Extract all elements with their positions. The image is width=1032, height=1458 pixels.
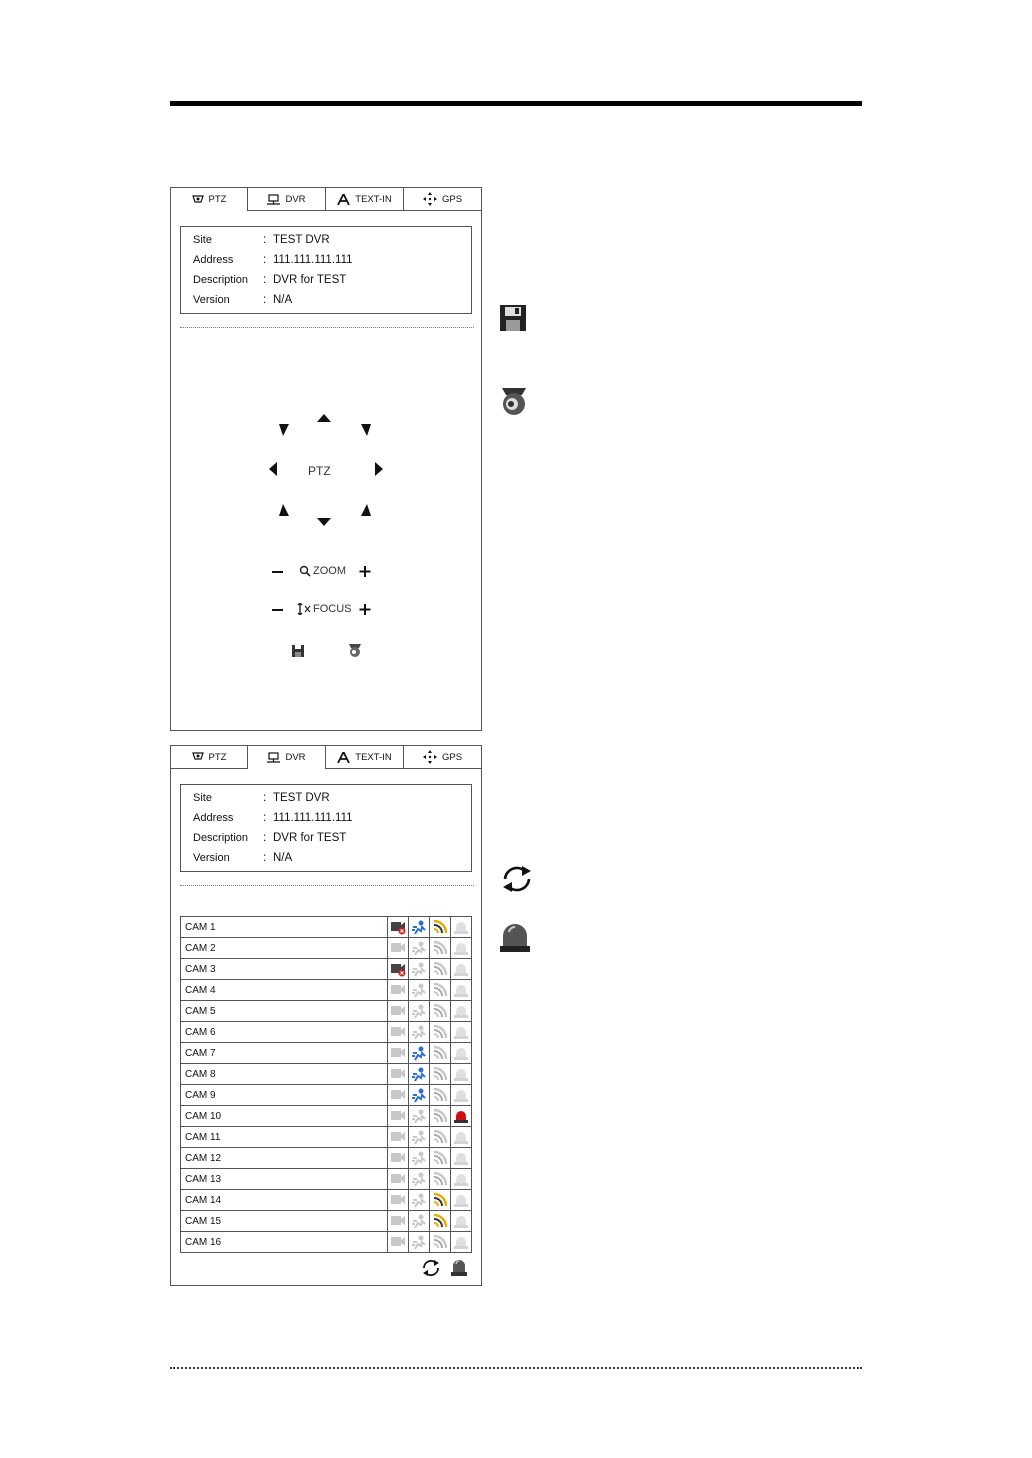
record-status <box>388 1106 409 1127</box>
camera-name: CAM 4 <box>181 980 388 1001</box>
text-in-icon <box>337 752 350 763</box>
camera-row[interactable] <box>181 1106 472 1127</box>
record-camera-icon <box>390 1171 406 1187</box>
alarm-status <box>451 1169 472 1190</box>
camera-name: CAM 5 <box>181 1001 388 1022</box>
sensor-icon <box>432 1045 448 1061</box>
tab-label: PTZ <box>208 194 227 205</box>
record-status <box>388 917 409 938</box>
camera-name: CAM 11 <box>181 1127 388 1148</box>
sensor-icon <box>432 1213 448 1229</box>
sensor-status <box>430 1127 451 1148</box>
save-preset-icon[interactable] <box>292 645 304 657</box>
tab-ptz[interactable] <box>171 746 248 768</box>
record-camera-icon <box>390 1045 406 1061</box>
camera-name: CAM 10 <box>181 1106 388 1127</box>
record-status <box>388 1232 409 1253</box>
tab-label: DVR <box>285 193 306 205</box>
camera-name: CAM 8 <box>181 1064 388 1085</box>
alarm-icon <box>453 1234 469 1250</box>
tab-label: PTZ <box>208 751 227 763</box>
version-value: N/A <box>273 294 293 306</box>
camera-row[interactable] <box>181 938 472 959</box>
motion-detect-icon <box>411 919 427 935</box>
camera-row[interactable] <box>181 1148 472 1169</box>
focus-control <box>297 603 352 615</box>
ptz-control-pad <box>171 188 481 728</box>
record-camera-icon <box>390 961 406 977</box>
alarm-icon <box>453 1129 469 1145</box>
record-camera-icon <box>390 1024 406 1040</box>
motion-status <box>409 1001 430 1022</box>
alarm-status <box>451 1106 472 1127</box>
focus-far-button[interactable] <box>360 604 371 615</box>
gps-crosshair-icon <box>423 750 437 764</box>
pan-left-button[interactable] <box>269 462 277 476</box>
sensor-icon <box>432 1150 448 1166</box>
sensor-status <box>430 1064 451 1085</box>
record-camera-icon <box>390 1150 406 1166</box>
record-status <box>388 1064 409 1085</box>
record-status <box>388 1001 409 1022</box>
record-status <box>388 938 409 959</box>
motion-status <box>409 938 430 959</box>
motion-status <box>409 980 430 1001</box>
sensor-icon <box>432 919 448 935</box>
focus-label: FOCUS <box>313 603 352 615</box>
motion-status <box>409 1043 430 1064</box>
motion-detect-icon <box>411 940 427 956</box>
motion-detect-icon <box>411 1087 427 1103</box>
alarm-status <box>451 1064 472 1085</box>
motion-status <box>409 917 430 938</box>
motion-detect-icon <box>411 982 427 998</box>
alarm-status <box>451 1022 472 1043</box>
record-status <box>388 980 409 1001</box>
site-value: TEST DVR <box>273 234 330 246</box>
alarm-icon <box>453 982 469 998</box>
sensor-icon <box>432 1066 448 1082</box>
record-status <box>388 1043 409 1064</box>
camera-name: CAM 14 <box>181 1190 388 1211</box>
record-camera-icon <box>390 982 406 998</box>
camera-row[interactable] <box>181 1211 472 1232</box>
sensor-status <box>430 959 451 980</box>
alarm-status <box>451 1232 472 1253</box>
sensor-icon <box>432 1024 448 1040</box>
address-row: Address : 111.111.111.111 <box>193 812 353 828</box>
save-preset-icon <box>500 305 526 331</box>
sensor-status <box>430 1190 451 1211</box>
alarm-status <box>451 1001 472 1022</box>
record-camera-icon <box>390 1003 406 1019</box>
motion-detect-icon <box>411 1024 427 1040</box>
pan-down-button[interactable] <box>317 518 331 526</box>
record-camera-icon <box>390 940 406 956</box>
alarm-status <box>451 1085 472 1106</box>
record-status <box>388 1169 409 1190</box>
alarm-status <box>451 1043 472 1064</box>
address-value: 111.111.111.111 <box>273 254 353 266</box>
alarm-status <box>451 938 472 959</box>
record-status <box>388 1148 409 1169</box>
sensor-icon <box>432 1129 448 1145</box>
sensor-status <box>430 1232 451 1253</box>
sensor-status <box>430 1043 451 1064</box>
camera-row[interactable] <box>181 917 472 938</box>
sensor-icon <box>432 1234 448 1250</box>
record-camera-icon <box>390 1066 406 1082</box>
camera-name: CAM 15 <box>181 1211 388 1232</box>
record-camera-icon <box>390 1108 406 1124</box>
record-camera-icon <box>390 1213 406 1229</box>
focus-near-button[interactable] <box>272 609 283 611</box>
record-camera-icon <box>390 1234 406 1250</box>
tab-label: TEXT-IN <box>355 751 392 763</box>
sensor-status <box>430 1106 451 1127</box>
footer-rule <box>170 1367 862 1369</box>
go-preset-camera-icon <box>500 386 528 416</box>
motion-status <box>409 1064 430 1085</box>
motion-detect-icon <box>411 1192 427 1208</box>
tab-label: TEXT-IN <box>355 193 392 205</box>
camera-row[interactable] <box>181 1127 472 1148</box>
motion-status <box>409 1169 430 1190</box>
motion-detect-icon <box>411 1171 427 1187</box>
description-row: Description : DVR for TEST <box>193 274 346 290</box>
motion-status <box>409 1022 430 1043</box>
camera-name: CAM 6 <box>181 1022 388 1043</box>
address-value: 111.111.111.111 <box>273 812 353 824</box>
motion-detect-icon <box>411 1129 427 1145</box>
camera-row[interactable] <box>181 959 472 980</box>
camera-name: CAM 16 <box>181 1232 388 1253</box>
camera-name: CAM 3 <box>181 959 388 980</box>
pan-up-left-button[interactable] <box>279 424 289 436</box>
alarm-icon <box>453 1003 469 1019</box>
dvr-panel <box>170 745 482 1286</box>
camera-row[interactable] <box>181 1190 472 1211</box>
alarm-icon <box>453 1108 469 1124</box>
alarm-icon <box>453 1213 469 1229</box>
motion-detect-icon <box>411 1234 427 1250</box>
zoom-control <box>299 565 346 577</box>
camera-row[interactable] <box>181 1169 472 1190</box>
record-status <box>388 1190 409 1211</box>
motion-status <box>409 1085 430 1106</box>
sensor-status <box>430 1148 451 1169</box>
motion-status <box>409 1211 430 1232</box>
camera-name: CAM 12 <box>181 1148 388 1169</box>
sensor-status <box>430 938 451 959</box>
alarm-icon <box>453 1066 469 1082</box>
sensor-status <box>430 1001 451 1022</box>
tab-label: GPS <box>441 751 463 763</box>
camera-name: CAM 1 <box>181 917 388 938</box>
record-status <box>388 959 409 980</box>
alarm-icon <box>453 919 469 935</box>
divider <box>180 885 474 886</box>
camera-row[interactable] <box>181 1085 472 1106</box>
alarm-status <box>451 1211 472 1232</box>
pan-up-button[interactable] <box>317 414 331 422</box>
motion-status <box>409 1148 430 1169</box>
alarm-status <box>451 1127 472 1148</box>
refresh-icon <box>500 865 534 893</box>
pan-up-right-button[interactable] <box>361 424 371 436</box>
alarm-light-icon[interactable] <box>451 1258 467 1276</box>
alarm-icon <box>453 1087 469 1103</box>
version-value: N/A <box>273 852 293 864</box>
sensor-status <box>430 1169 451 1190</box>
tab-label: GPS <box>441 193 463 205</box>
camera-name: CAM 2 <box>181 938 388 959</box>
description-value: DVR for TEST <box>273 274 347 286</box>
alarm-icon <box>453 961 469 977</box>
version-row: Version : N/A <box>193 852 292 868</box>
motion-status <box>409 1190 430 1211</box>
description-row: Description : DVR for TEST <box>193 832 346 848</box>
zoom-in-button[interactable] <box>360 566 371 577</box>
sensor-icon <box>432 940 448 956</box>
sensor-icon <box>432 982 448 998</box>
sensor-icon <box>432 1192 448 1208</box>
sensor-status <box>430 917 451 938</box>
alarm-status <box>451 1190 472 1211</box>
record-status <box>388 1211 409 1232</box>
address-row: Address : 111.111.111.111 <box>193 254 353 270</box>
focus-icon <box>297 603 311 615</box>
motion-detect-icon <box>411 1045 427 1061</box>
ptz-center-label: PTZ <box>308 464 331 478</box>
dvr-monitor-icon <box>267 752 280 763</box>
zoom-out-button[interactable] <box>272 571 283 573</box>
ptz-panel <box>170 187 482 731</box>
camera-row[interactable] <box>181 1043 472 1064</box>
motion-status <box>409 1232 430 1253</box>
motion-status <box>409 1106 430 1127</box>
alarm-icon <box>453 1171 469 1187</box>
sensor-status <box>430 980 451 1001</box>
motion-detect-icon <box>411 1066 427 1082</box>
camera-name: CAM 7 <box>181 1043 388 1064</box>
motion-status <box>409 959 430 980</box>
alarm-status <box>451 980 472 1001</box>
camera-row[interactable] <box>181 980 472 1001</box>
record-camera-icon <box>390 919 406 935</box>
go-preset-camera-icon[interactable] <box>349 644 361 657</box>
alarm-icon <box>453 1045 469 1061</box>
sensor-icon <box>432 1108 448 1124</box>
record-status <box>388 1127 409 1148</box>
site-info-box <box>180 784 472 872</box>
sensor-icon <box>432 961 448 977</box>
site-row: Site : TEST DVR <box>193 792 330 808</box>
description-value: DVR for TEST <box>273 832 347 844</box>
alarm-light-icon <box>500 922 530 952</box>
tab-gps[interactable] <box>404 746 481 768</box>
alarm-icon <box>453 1024 469 1040</box>
panel-tabs <box>171 746 481 769</box>
sensor-status <box>430 1085 451 1106</box>
motion-status <box>409 1127 430 1148</box>
header-rule <box>170 101 862 106</box>
ptz-camera-icon <box>192 752 204 762</box>
motion-detect-icon <box>411 1108 427 1124</box>
tab-label: DVR <box>285 752 306 763</box>
record-status <box>388 1085 409 1106</box>
alarm-icon <box>453 1192 469 1208</box>
camera-row[interactable] <box>181 1064 472 1085</box>
magnifier-icon <box>299 565 311 577</box>
refresh-icon[interactable] <box>421 1259 441 1277</box>
zoom-label: ZOOM <box>313 565 346 577</box>
alarm-status <box>451 917 472 938</box>
pan-right-button[interactable] <box>375 462 383 476</box>
camera-row[interactable] <box>181 1022 472 1043</box>
sensor-status <box>430 1022 451 1043</box>
sensor-icon <box>432 1003 448 1019</box>
sensor-status <box>430 1211 451 1232</box>
record-camera-icon <box>390 1129 406 1145</box>
alarm-status <box>451 959 472 980</box>
motion-detect-icon <box>411 961 427 977</box>
camera-name: CAM 9 <box>181 1085 388 1106</box>
pan-down-left-button[interactable] <box>279 504 289 516</box>
pan-down-right-button[interactable] <box>361 504 371 516</box>
alarm-icon <box>453 1150 469 1166</box>
record-status <box>388 1022 409 1043</box>
camera-name: CAM 13 <box>181 1169 388 1190</box>
alarm-icon <box>453 940 469 956</box>
site-value: TEST DVR <box>273 792 330 804</box>
version-row: Version : N/A <box>193 294 292 310</box>
alarm-status <box>451 1148 472 1169</box>
record-camera-icon <box>390 1087 406 1103</box>
camera-row[interactable] <box>181 1232 472 1253</box>
motion-detect-icon <box>411 1003 427 1019</box>
record-camera-icon <box>390 1192 406 1208</box>
sensor-icon <box>432 1087 448 1103</box>
motion-detect-icon <box>411 1213 427 1229</box>
camera-status-table <box>180 916 472 1253</box>
tab-text-in[interactable] <box>326 746 404 768</box>
tab-dvr[interactable] <box>248 746 326 769</box>
site-row: Site : TEST DVR <box>193 234 330 250</box>
sensor-icon <box>432 1171 448 1187</box>
camera-row[interactable] <box>181 1001 472 1022</box>
motion-detect-icon <box>411 1150 427 1166</box>
